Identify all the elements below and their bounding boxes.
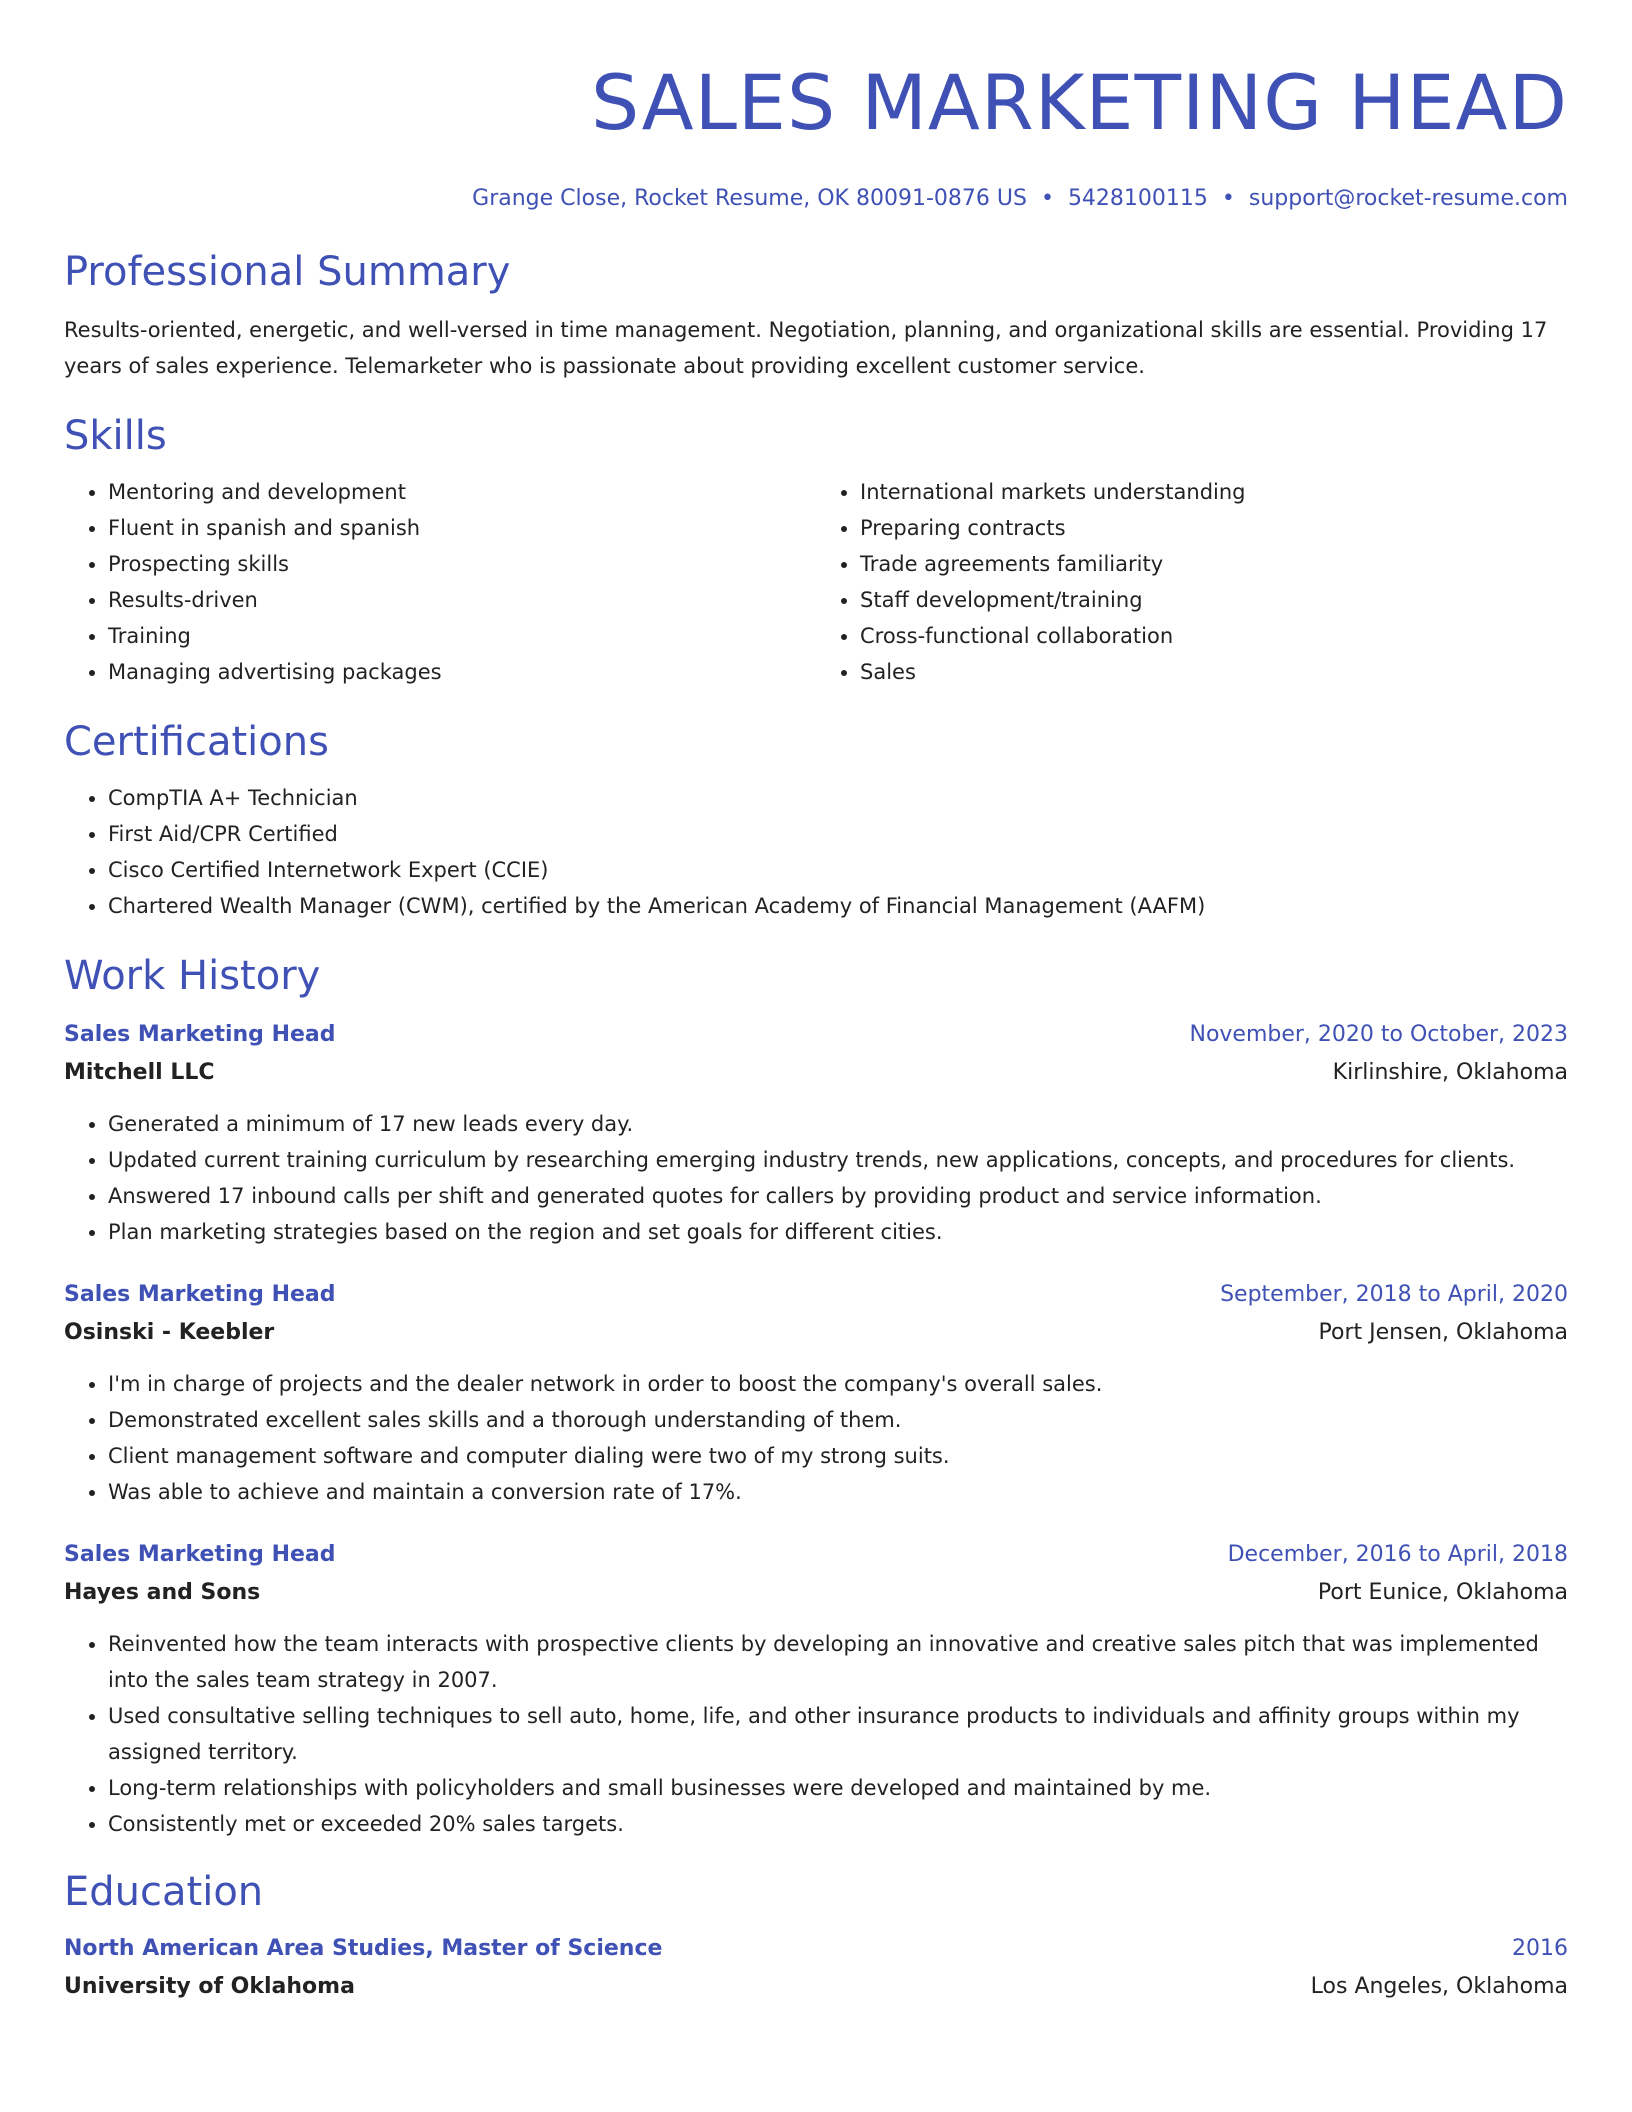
- job-bullet: • Was able to achieve and maintain a conversion rate of 17%.: [108, 1474, 1568, 1510]
- job-title-row: [64, 1016, 1568, 1054]
- job-location: Kirlinshire, Oklahoma: [1332, 1060, 1568, 1085]
- separator-dot: •: [1040, 186, 1054, 211]
- job-dates: November, 2020 to October, 2023: [1189, 1022, 1568, 1047]
- education-row: [64, 1930, 1568, 1968]
- job-company-row: [64, 1314, 1568, 1352]
- job-entry: [64, 1276, 1568, 1510]
- job-entry: [64, 1536, 1568, 1842]
- skill-item: • Trade agreements familiarity: [860, 546, 1568, 582]
- education-heading: Education: [64, 1869, 264, 1915]
- job-bullet: • I'm in charge of projects and the dealer network in order to boost the company's overall sales.: [108, 1366, 1568, 1402]
- summary-text: Results-oriented, energetic, and well-versed in time management. Negotiation, planning, and organizational skills are essential. Providing 17 years of sales experience. Telemarketer who is passionate about providing excellent customer service.: [64, 318, 1548, 378]
- company-name: Osinski - Keebler: [64, 1320, 275, 1345]
- work-heading: Work History: [64, 953, 321, 999]
- job-title-row: [64, 1276, 1568, 1314]
- skill-item: • Fluent in spanish and spanish: [108, 510, 816, 546]
- job-bullet: • Used consultative selling techniques to sell auto, home, life, and other insurance products to individuals and affinity groups within my assigned territory.: [108, 1698, 1568, 1770]
- job-bullet: • Answered 17 inbound calls per shift and generated quotes for callers by providing product and service information.: [108, 1178, 1568, 1214]
- skill-item: • Sales: [860, 654, 1568, 690]
- skills-section: [64, 408, 1568, 690]
- skill-item: • Preparing contracts: [860, 510, 1568, 546]
- email: support@rocket-resume.com: [1248, 186, 1568, 211]
- skills-list-right: [816, 474, 1568, 690]
- skills-list-left: [64, 474, 816, 690]
- job-company-row: [64, 1574, 1568, 1612]
- contact-line: [64, 184, 1568, 214]
- job-bullet: • Demonstrated excellent sales skills and a thorough understanding of them.: [108, 1402, 1568, 1438]
- skill-item: • Training: [108, 618, 816, 654]
- skill-item: • Managing advertising packages: [108, 654, 816, 690]
- job-title-row: [64, 1536, 1568, 1574]
- separator-dot: •: [1221, 186, 1235, 211]
- job-location: Port Eunice, Oklahoma: [1317, 1580, 1568, 1605]
- certification-item: • Chartered Wealth Manager (CWM), certified by the American Academy of Financial Management (AAFM): [108, 888, 1568, 924]
- resume-header: [64, 48, 1568, 214]
- skills-heading: Skills: [64, 413, 167, 459]
- certifications-list: [64, 780, 1568, 924]
- degree: North American Area Studies, Master of Science: [64, 1936, 663, 1961]
- skill-item: • Mentoring and development: [108, 474, 816, 510]
- education-school-row: [64, 1968, 1568, 2006]
- job-bullet: • Consistently met or exceeded 20% sales targets.: [108, 1806, 1568, 1842]
- job-company-row: [64, 1054, 1568, 1092]
- job-entry: [64, 1016, 1568, 1250]
- job-bullet: • Long-term relationships with policyholders and small businesses were developed and maintained by me.: [108, 1770, 1568, 1806]
- skill-item: • Prospecting skills: [108, 546, 816, 582]
- company-name: Mitchell LLC: [64, 1060, 215, 1085]
- summary-section: [64, 244, 1568, 384]
- graduation-year: 2016: [1512, 1936, 1568, 1961]
- skill-item: • Cross-functional collaboration: [860, 618, 1568, 654]
- school-name: University of Oklahoma: [64, 1974, 355, 1999]
- job-title: Sales Marketing Head: [64, 1282, 336, 1307]
- work-section: [64, 948, 1568, 1842]
- job-bullets: [64, 1626, 1568, 1842]
- phone: 5428100115: [1067, 186, 1208, 211]
- company-name: Hayes and Sons: [64, 1580, 261, 1605]
- education-entry: [64, 1930, 1568, 2006]
- skill-item: • Staff development/training: [860, 582, 1568, 618]
- job-bullet: • Plan marketing strategies based on the region and set goals for different cities.: [108, 1214, 1568, 1250]
- certification-item: • First Aid/CPR Certified: [108, 816, 1568, 852]
- job-title: Sales Marketing Head: [64, 1022, 336, 1047]
- certifications-heading: Certifications: [64, 719, 329, 765]
- address: Grange Close, Rocket Resume, OK 80091-0876 US: [472, 186, 1027, 211]
- job-dates: December, 2016 to April, 2018: [1227, 1542, 1568, 1567]
- certification-item: • Cisco Certified Internetwork Expert (CCIE): [108, 852, 1568, 888]
- job-bullet: • Reinvented how the team interacts with prospective clients by developing an innovative and creative sales pitch that was implemented into the sales team strategy in 2007.: [108, 1626, 1568, 1698]
- education-section: [64, 1864, 1568, 2006]
- skills-grid: [64, 474, 1568, 690]
- school-location: Los Angeles, Oklahoma: [1310, 1974, 1568, 1999]
- job-bullet: • Updated current training curriculum by researching emerging industry trends, new applications, concepts, and procedures for clients.: [108, 1142, 1568, 1178]
- job-bullets: [64, 1106, 1568, 1250]
- job-bullets: [64, 1366, 1568, 1510]
- job-dates: September, 2018 to April, 2020: [1220, 1282, 1568, 1307]
- skill-item: • International markets understanding: [860, 474, 1568, 510]
- candidate-name: SALES MARKETING HEAD: [590, 58, 1568, 147]
- skill-item: • Results-driven: [108, 582, 816, 618]
- certifications-section: [64, 714, 1568, 924]
- job-title: Sales Marketing Head: [64, 1542, 336, 1567]
- job-bullet: • Client management software and computer dialing were two of my strong suits.: [108, 1438, 1568, 1474]
- jobs-list: [64, 1016, 1568, 1842]
- summary-heading: Professional Summary: [64, 249, 511, 295]
- certification-item: • CompTIA A+ Technician: [108, 780, 1568, 816]
- job-location: Port Jensen, Oklahoma: [1318, 1320, 1568, 1345]
- job-bullet: • Generated a minimum of 17 new leads every day.: [108, 1106, 1568, 1142]
